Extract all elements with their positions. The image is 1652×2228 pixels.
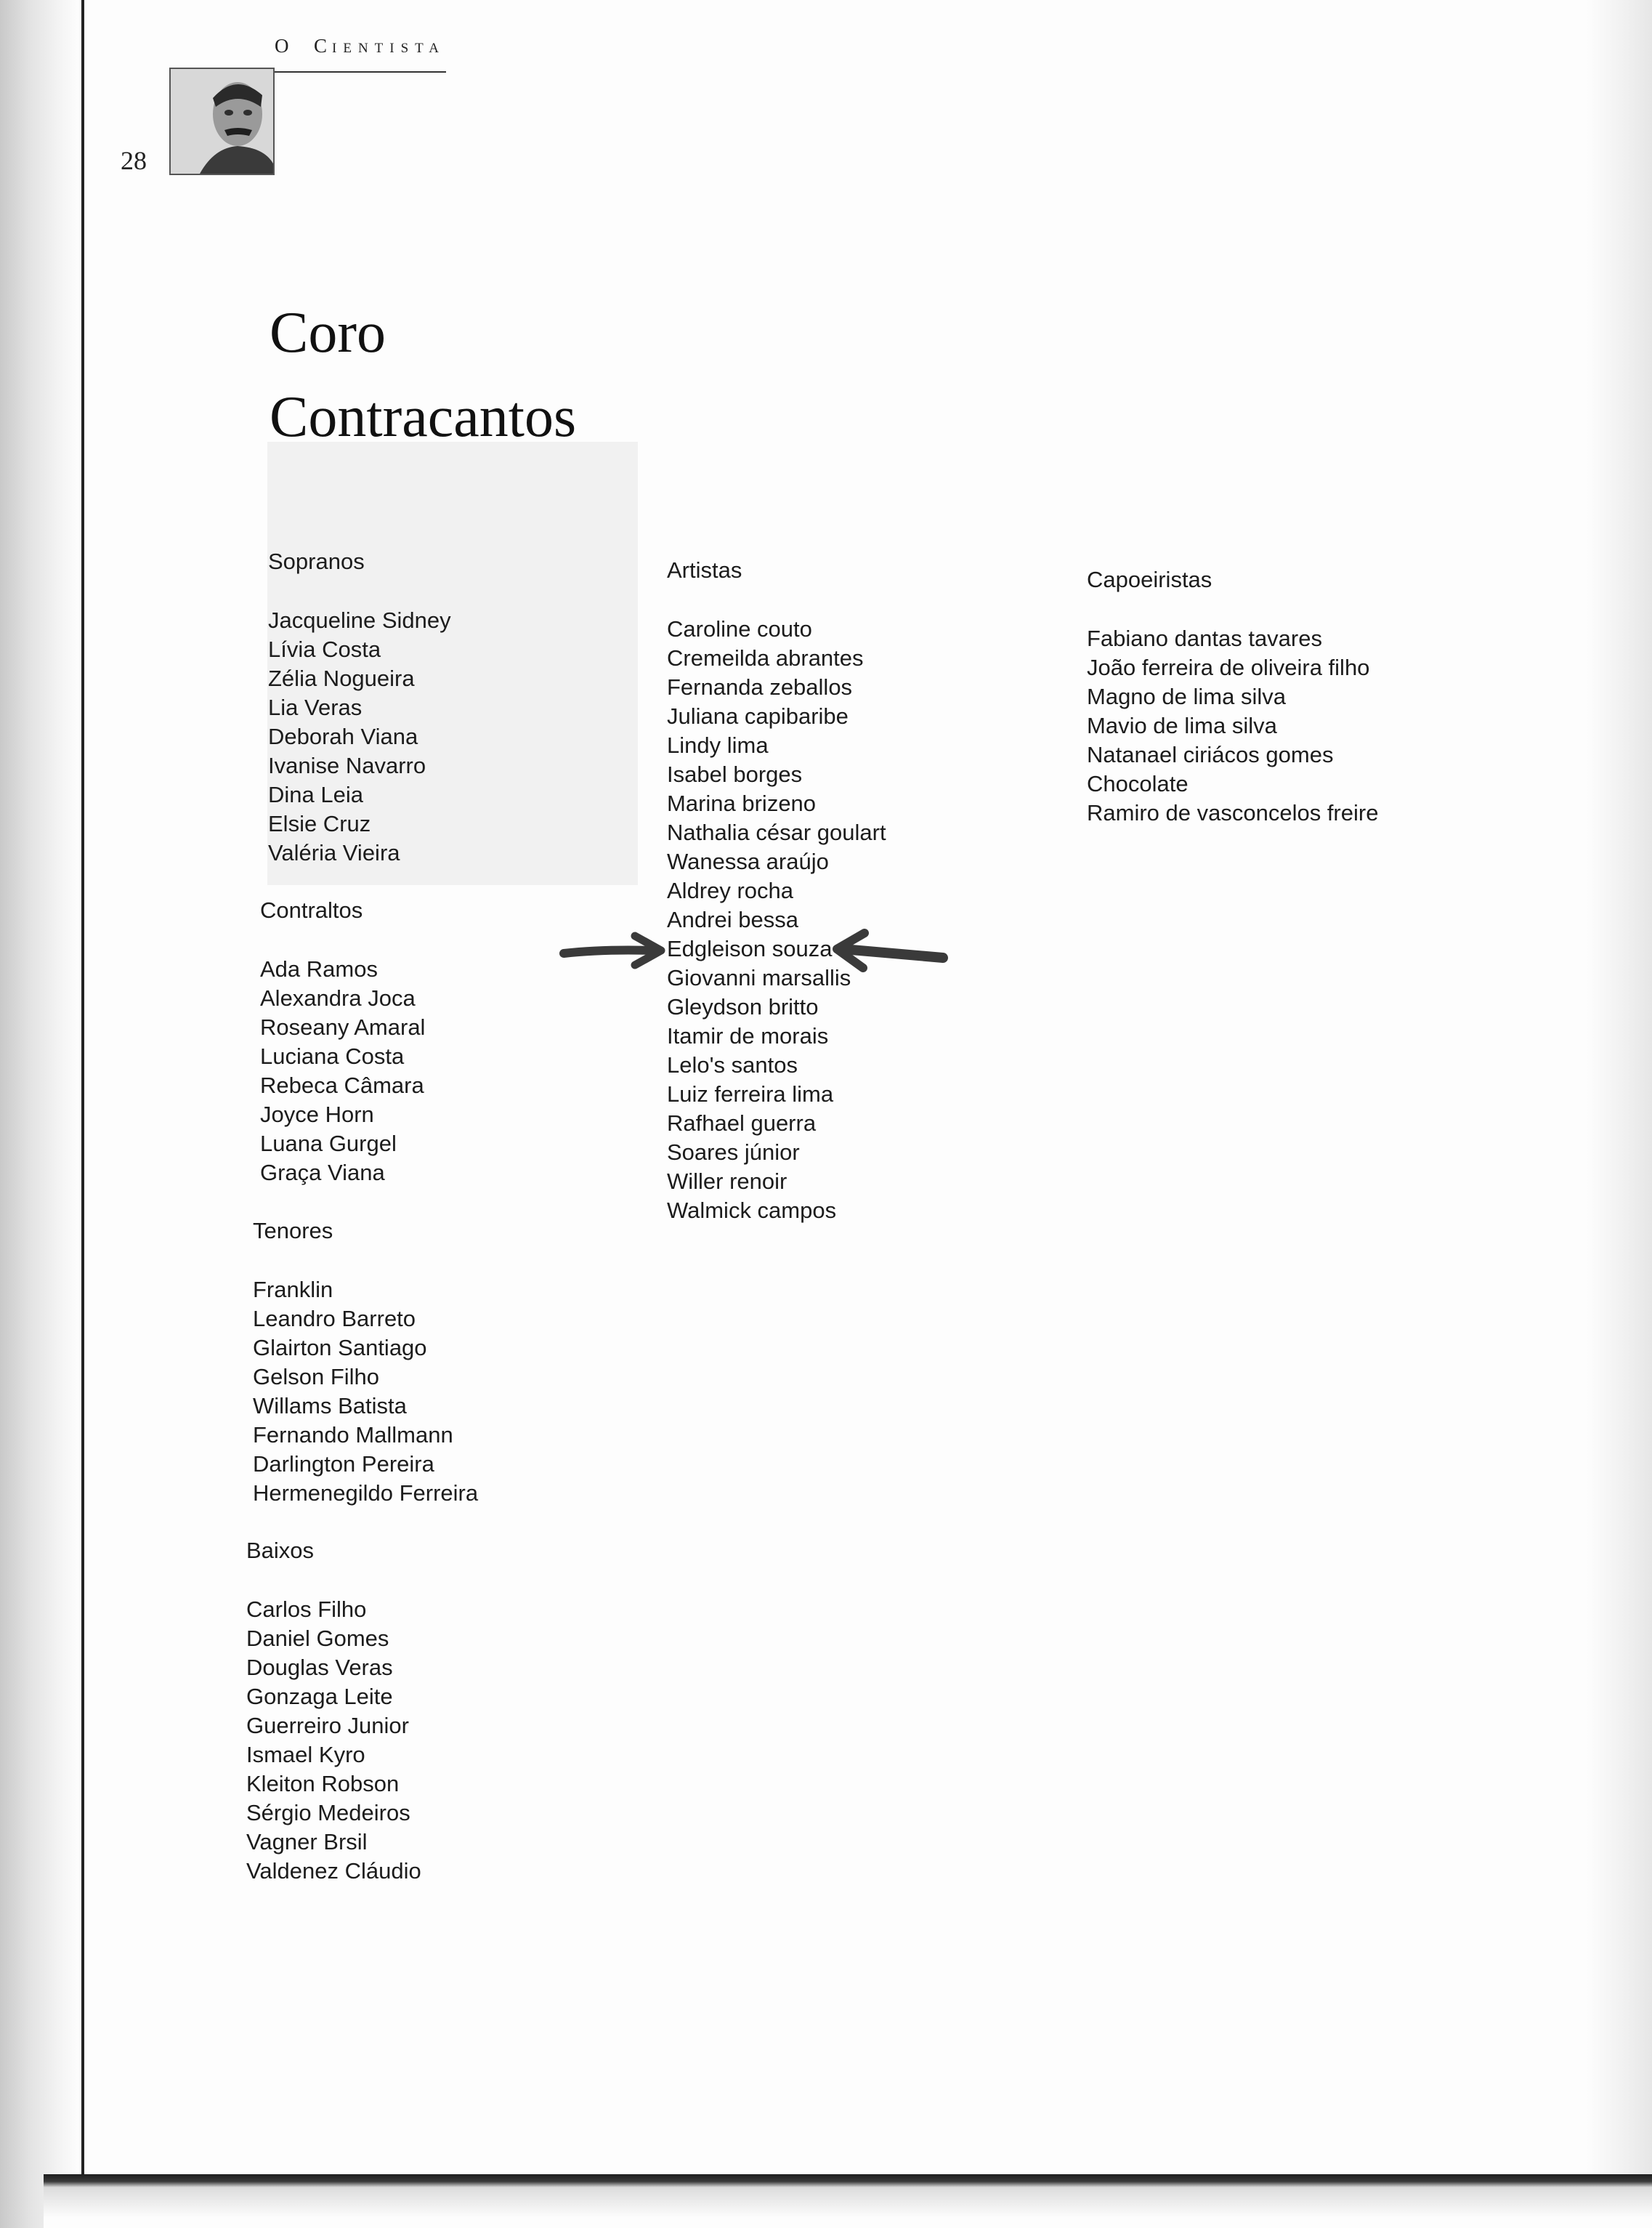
running-head-rest: IENTISTA: [332, 41, 445, 56]
list-item: Willams Batista: [253, 1393, 407, 1418]
list-item: Ramiro de vasconcelos freire: [1087, 800, 1379, 826]
title-line-2: Contracantos: [270, 385, 577, 449]
section-heading: Artistas: [667, 557, 742, 583]
list-item: Gleydson britto: [667, 994, 819, 1020]
list-item: Fabiano dantas tavares: [1087, 626, 1322, 651]
portrait-image: [171, 69, 273, 174]
section-heading: Tenores: [253, 1218, 333, 1243]
list-item: Caroline couto: [667, 616, 812, 642]
list-item: Chocolate: [1087, 771, 1189, 796]
list-item: Guerreiro Junior: [246, 1713, 409, 1738]
spine-shadow: [0, 0, 80, 2228]
list-item: Deborah Viana: [268, 724, 418, 749]
list-item: Andrei bessa: [667, 907, 798, 932]
name-list: [667, 615, 886, 1225]
section-heading: Baixos: [246, 1538, 315, 1563]
name-list: [1087, 624, 1378, 828]
list-item: Kleiton Robson: [246, 1771, 400, 1796]
arrow-right-icon: [559, 929, 668, 972]
list-item: Daniel Gomes: [246, 1626, 389, 1651]
list-item: Fernanda zeballos: [667, 674, 853, 700]
list-item: Aldrey rocha: [667, 878, 794, 903]
list-item: Soares júnior: [667, 1139, 800, 1165]
list-item: Zélia Nogueira: [268, 666, 415, 691]
section-heading: Capoeiristas: [1087, 567, 1212, 592]
list-item: Itamir de morais: [667, 1023, 829, 1049]
list-item: Nathalia césar goulart: [667, 820, 886, 845]
list-item-marked: Edgleison souza: [667, 936, 833, 961]
list-item: Rebeca Câmara: [260, 1073, 424, 1098]
list-item: Wanessa araújo: [667, 849, 829, 874]
running-head-cap: C: [314, 35, 333, 57]
list-item: Leandro Barreto: [253, 1306, 416, 1331]
list-item: Ismael Kyro: [246, 1742, 365, 1767]
list-item: Rafhael guerra: [667, 1110, 817, 1136]
list-item: Hermenegildo Ferreira: [253, 1480, 479, 1506]
list-item: Luana Gurgel: [260, 1131, 397, 1156]
list-item: Franklin: [253, 1277, 333, 1302]
section-heading: Sopranos: [268, 549, 365, 574]
list-item: Carlos Filho: [246, 1597, 367, 1622]
list-item: Walmick campos: [667, 1198, 837, 1223]
list-item: Marina brizeno: [667, 791, 817, 816]
section-capoeiristas: [1087, 565, 1378, 828]
name-list: [253, 1275, 478, 1508]
page-title: [270, 291, 576, 459]
page-bottom-edge: [44, 2174, 1652, 2228]
section-sopranos: [268, 547, 451, 868]
page-edge: [1587, 0, 1652, 2228]
list-item: João ferreira de oliveira filho: [1087, 655, 1370, 680]
list-item: Sérgio Medeiros: [246, 1800, 410, 1825]
list-item: Ivanise Navarro: [268, 753, 426, 778]
list-item: Lindy lima: [667, 732, 769, 758]
list-item: Giovanni marsallis: [667, 965, 851, 990]
running-head: [275, 35, 445, 57]
list-item: Lívia Costa: [268, 637, 381, 662]
arrow-left-icon: [828, 929, 948, 980]
section-artistas: [667, 556, 886, 1225]
spine-edge: [81, 0, 84, 2174]
list-item: Jacqueline Sidney: [268, 608, 451, 633]
list-item: Elsie Cruz: [268, 811, 371, 836]
list-item: Natanael ciriácos gomes: [1087, 742, 1334, 767]
list-item: Luiz ferreira lima: [667, 1081, 834, 1107]
list-item: Alexandra Joca: [260, 985, 416, 1011]
list-item: Magno de lima silva: [1087, 684, 1286, 709]
list-item: Mavio de lima silva: [1087, 713, 1277, 738]
section-heading: Contraltos: [260, 897, 363, 923]
section-baixos: [246, 1536, 421, 1886]
list-item: Isabel borges: [667, 762, 803, 787]
list-item: Lelo's santos: [667, 1052, 798, 1078]
list-item: Glairton Santiago: [253, 1335, 427, 1360]
title-line-1: Coro: [270, 301, 386, 365]
list-item: Valdenez Cláudio: [246, 1858, 421, 1884]
name-list: [260, 955, 425, 1187]
running-head-rule: [275, 71, 446, 73]
running-head-initial: O: [275, 35, 294, 57]
list-item: Valéria Vieira: [268, 840, 400, 865]
list-item: Juliana capibaribe: [667, 703, 849, 729]
list-item: Fernando Mallmann: [253, 1422, 453, 1448]
list-item: Vagner Brsil: [246, 1829, 368, 1854]
list-item: Dina Leia: [268, 782, 363, 807]
section-tenores: [253, 1216, 478, 1508]
list-item: Willer renoir: [667, 1169, 787, 1194]
page-number: 28: [121, 146, 147, 175]
list-item: Darlington Pereira: [253, 1451, 434, 1477]
list-item: Lia Veras: [268, 695, 363, 720]
list-item: Cremeilda abrantes: [667, 645, 864, 671]
list-item: Luciana Costa: [260, 1044, 405, 1069]
list-item: Gonzaga Leite: [246, 1684, 393, 1709]
list-item: Ada Ramos: [260, 956, 378, 982]
portrait-photo: [169, 68, 275, 175]
list-item: Graça Viana: [260, 1160, 385, 1185]
list-item: Joyce Horn: [260, 1102, 374, 1127]
list-item: Gelson Filho: [253, 1364, 380, 1389]
section-contraltos: [260, 896, 425, 1187]
name-list: [268, 606, 451, 868]
name-list: [246, 1595, 421, 1886]
list-item: Roseany Amaral: [260, 1014, 426, 1040]
list-item: Douglas Veras: [246, 1655, 393, 1680]
